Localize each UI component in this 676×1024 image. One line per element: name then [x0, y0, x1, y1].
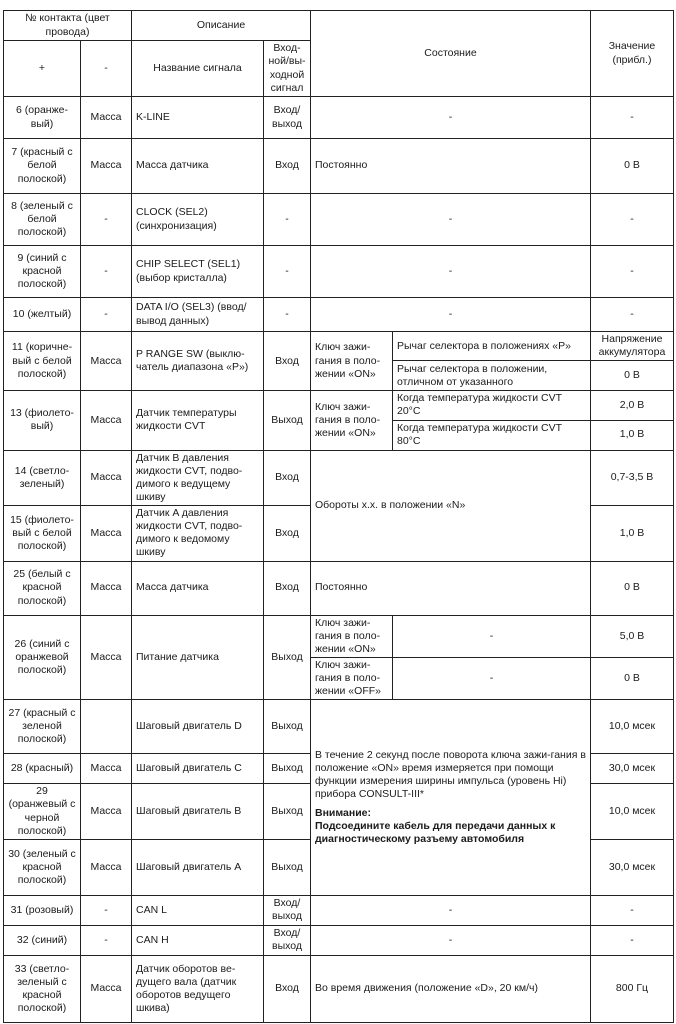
value-cell: 0 В — [591, 657, 674, 699]
state-cell: - — [311, 97, 591, 139]
signal-name-cell: DATA I/O (SEL3) (ввод/вывод данных) — [132, 298, 264, 332]
value-cell: 10,0 мсек — [591, 700, 674, 754]
table-row — [4, 246, 674, 298]
pin-cell: 9 (синий с красной полоской) — [4, 246, 81, 298]
value-cell: 0 В — [591, 361, 674, 391]
io-cell: Выход — [264, 839, 311, 895]
signal-name-cell: CAN L — [132, 895, 264, 925]
state-cell: - — [311, 925, 591, 955]
header-minus: - — [81, 41, 132, 97]
ground-cell: Масса — [81, 97, 132, 139]
value-cell: - — [591, 97, 674, 139]
table-row — [4, 194, 674, 246]
ground-cell: - — [81, 925, 132, 955]
ground-cell: Масса — [81, 615, 132, 700]
ground-cell: Масса — [81, 839, 132, 895]
pin-cell: 8 (зеленый с белой полоской) — [4, 194, 81, 246]
table-row — [4, 97, 674, 139]
ground-cell: - — [81, 895, 132, 925]
pin-cell: 30 (зеленый с красной полоской) — [4, 839, 81, 895]
pin-cell: 25 (белый с красной полоской) — [4, 561, 81, 615]
signal-name-cell: P RANGE SW (выклю-чатель диапазона «P») — [132, 332, 264, 391]
key-position-cell: Ключ зажи-гания в поло-жении «ON» — [311, 391, 393, 450]
state-cell: - — [311, 246, 591, 298]
state-cell: - — [311, 895, 591, 925]
state-cell: Постоянно — [311, 139, 591, 194]
table-row — [4, 391, 674, 420]
ground-cell: - — [81, 298, 132, 332]
pin-cell: 11 (коричне-вый с белой полоской) — [4, 332, 81, 391]
value-cell: 30,0 мсек — [591, 839, 674, 895]
table-row — [4, 332, 674, 361]
stepper-note-cell — [311, 700, 591, 896]
ground-cell: - — [81, 194, 132, 246]
signal-name-cell: Шаговый двигатель C — [132, 754, 264, 784]
condition-cell: Когда температура жидкости CVT 80°C — [393, 420, 591, 450]
signal-name-cell: Питание датчика — [132, 615, 264, 700]
value-cell: 1,0 В — [591, 420, 674, 450]
io-cell: Выход — [264, 700, 311, 754]
signal-name-cell: CAN H — [132, 925, 264, 955]
signal-name-cell: Шаговый двигатель A — [132, 839, 264, 895]
state-cell: - — [311, 298, 591, 332]
io-cell: Вход — [264, 955, 311, 1022]
pin-cell: 31 (розовый) — [4, 895, 81, 925]
condition-cell: Когда температура жидкости CVT 20°C — [393, 391, 591, 420]
pin-cell: 7 (красный с белой полоской) — [4, 139, 81, 194]
key-position-cell: Ключ зажи-гания в поло-жении «ON» — [311, 615, 393, 657]
header-plus: + — [4, 41, 81, 97]
io-cell: - — [264, 298, 311, 332]
header-signal-name: Название сигнала — [132, 41, 264, 97]
pin-cell: 29 (оранжевый с черной полоской) — [4, 784, 81, 840]
pin-cell: 6 (оранже-вый) — [4, 97, 81, 139]
io-cell: Выход — [264, 754, 311, 784]
value-cell: 0 В — [591, 139, 674, 194]
value-cell: 30,0 мсек — [591, 754, 674, 784]
io-cell: Вход — [264, 450, 311, 506]
pin-cell: 10 (желтый) — [4, 298, 81, 332]
stepper-warning-title: Внимание: — [315, 807, 371, 820]
signal-name-cell: K-LINE — [132, 97, 264, 139]
signal-name-cell: Датчик оборотов ве-дущего вала (датчик оборотов ведущего шкива) — [132, 955, 264, 1022]
value-cell: - — [591, 246, 674, 298]
value-cell: 0,7-3,5 В — [591, 450, 674, 506]
ground-cell: Масса — [81, 450, 132, 506]
value-cell: - — [591, 298, 674, 332]
value-cell: Напряжение аккумулятора — [591, 332, 674, 361]
ground-cell: Масса — [81, 955, 132, 1022]
value-cell: 800 Гц — [591, 955, 674, 1022]
stepper-note-text: В течение 2 секунд после поворота ключа зажи-гания в положение «ON» время измеряется при помощи функции измерения ширины импульса (уровень Hi) прибора CONSULT-III* — [315, 748, 586, 800]
pin-cell: 32 (синий) — [4, 925, 81, 955]
ground-cell: Масса — [81, 332, 132, 391]
table-row — [4, 925, 674, 955]
header-description: Описание — [132, 11, 311, 41]
signal-name-cell: Шаговый двигатель D — [132, 700, 264, 754]
value-cell: 2,0 В — [591, 391, 674, 420]
pin-cell: 26 (синий с оранжевой полоской) — [4, 615, 81, 700]
signal-name-cell: CHIP SELECT (SEL1) (выбор кристалла) — [132, 246, 264, 298]
pin-cell: 28 (красный) — [4, 754, 81, 784]
io-cell: Выход — [264, 391, 311, 450]
value-cell: 0 В — [591, 561, 674, 615]
value-cell: - — [591, 925, 674, 955]
value-cell: 1,0 В — [591, 506, 674, 562]
ground-cell: Масса — [81, 506, 132, 562]
table-row — [4, 955, 674, 1022]
pin-cell: 14 (светло-зеленый) — [4, 450, 81, 506]
ground-cell: - — [81, 246, 132, 298]
io-cell: Вход — [264, 561, 311, 615]
key-position-cell: Ключ зажи-гания в поло-жении «OFF» — [311, 657, 393, 699]
condition-cell: Рычаг селектора в положении, отличном от указанного — [393, 361, 591, 391]
state-cell: Во время движения (положение «D», 20 км/ч) — [311, 955, 591, 1022]
header-state: Состояние — [311, 11, 591, 97]
value-cell: 10,0 мсек — [591, 784, 674, 840]
signal-name-cell: CLOCK (SEL2) (синхронизация) — [132, 194, 264, 246]
ground-cell: Масса — [81, 139, 132, 194]
signal-name-cell: Шаговый двигатель B — [132, 784, 264, 840]
ground-cell — [81, 700, 132, 754]
ground-cell: Масса — [81, 561, 132, 615]
stepper-warning-text: Подсоедините кабель для передачи данных к диагностическому разъему автомобиля — [315, 820, 556, 846]
table-row — [4, 895, 674, 925]
table-row — [4, 700, 674, 754]
state-cell: Обороты х.х. в положении «N» — [311, 450, 591, 561]
ground-cell: Масса — [81, 784, 132, 840]
header-io: Вход-ной/вы-ходной сигнал — [264, 41, 311, 97]
io-cell: Вход/выход — [264, 925, 311, 955]
io-cell: Вход — [264, 506, 311, 562]
signal-name-cell: Датчик B давления жидкости CVT, подво-димого к ведущему шкиву — [132, 450, 264, 506]
io-cell: - — [264, 194, 311, 246]
condition-cell: - — [393, 615, 591, 657]
ground-cell: Масса — [81, 754, 132, 784]
io-cell: Вход — [264, 332, 311, 391]
ground-cell: Масса — [81, 391, 132, 450]
io-cell: - — [264, 246, 311, 298]
io-cell: Выход — [264, 615, 311, 700]
pin-cell: 27 (красный с зеленой полоской) — [4, 700, 81, 754]
signal-name-cell: Масса датчика — [132, 139, 264, 194]
io-cell: Вход/выход — [264, 97, 311, 139]
table-row — [4, 450, 674, 506]
condition-cell: - — [393, 657, 591, 699]
key-position-cell: Ключ зажи-гания в поло-жении «ON» — [311, 332, 393, 391]
table-row — [4, 298, 674, 332]
condition-cell: Рычаг селектора в положениях «P» — [393, 332, 591, 361]
table-row — [4, 615, 674, 657]
value-cell: - — [591, 194, 674, 246]
table-row — [4, 139, 674, 194]
pinout-table — [3, 10, 674, 1023]
pin-cell: 33 (светло-зеленый с красной полоской) — [4, 955, 81, 1022]
signal-name-cell: Датчик A давления жидкости CVT, подво-димого к ведомому шкиву — [132, 506, 264, 562]
value-cell: 5,0 В — [591, 615, 674, 657]
io-cell: Вход/выход — [264, 895, 311, 925]
pin-cell: 13 (фиолето-вый) — [4, 391, 81, 450]
pin-cell: 15 (фиолето-вый с белой полоской) — [4, 506, 81, 562]
io-cell: Выход — [264, 784, 311, 840]
table-row — [4, 561, 674, 615]
io-cell: Вход — [264, 139, 311, 194]
signal-name-cell: Датчик температуры жидкости CVT — [132, 391, 264, 450]
header-contact: № контакта (цвет провода) — [4, 11, 132, 41]
state-cell: - — [311, 194, 591, 246]
state-cell: Постоянно — [311, 561, 591, 615]
value-cell: - — [591, 895, 674, 925]
signal-name-cell: Масса датчика — [132, 561, 264, 615]
header-value: Значение (прибл.) — [591, 11, 674, 97]
